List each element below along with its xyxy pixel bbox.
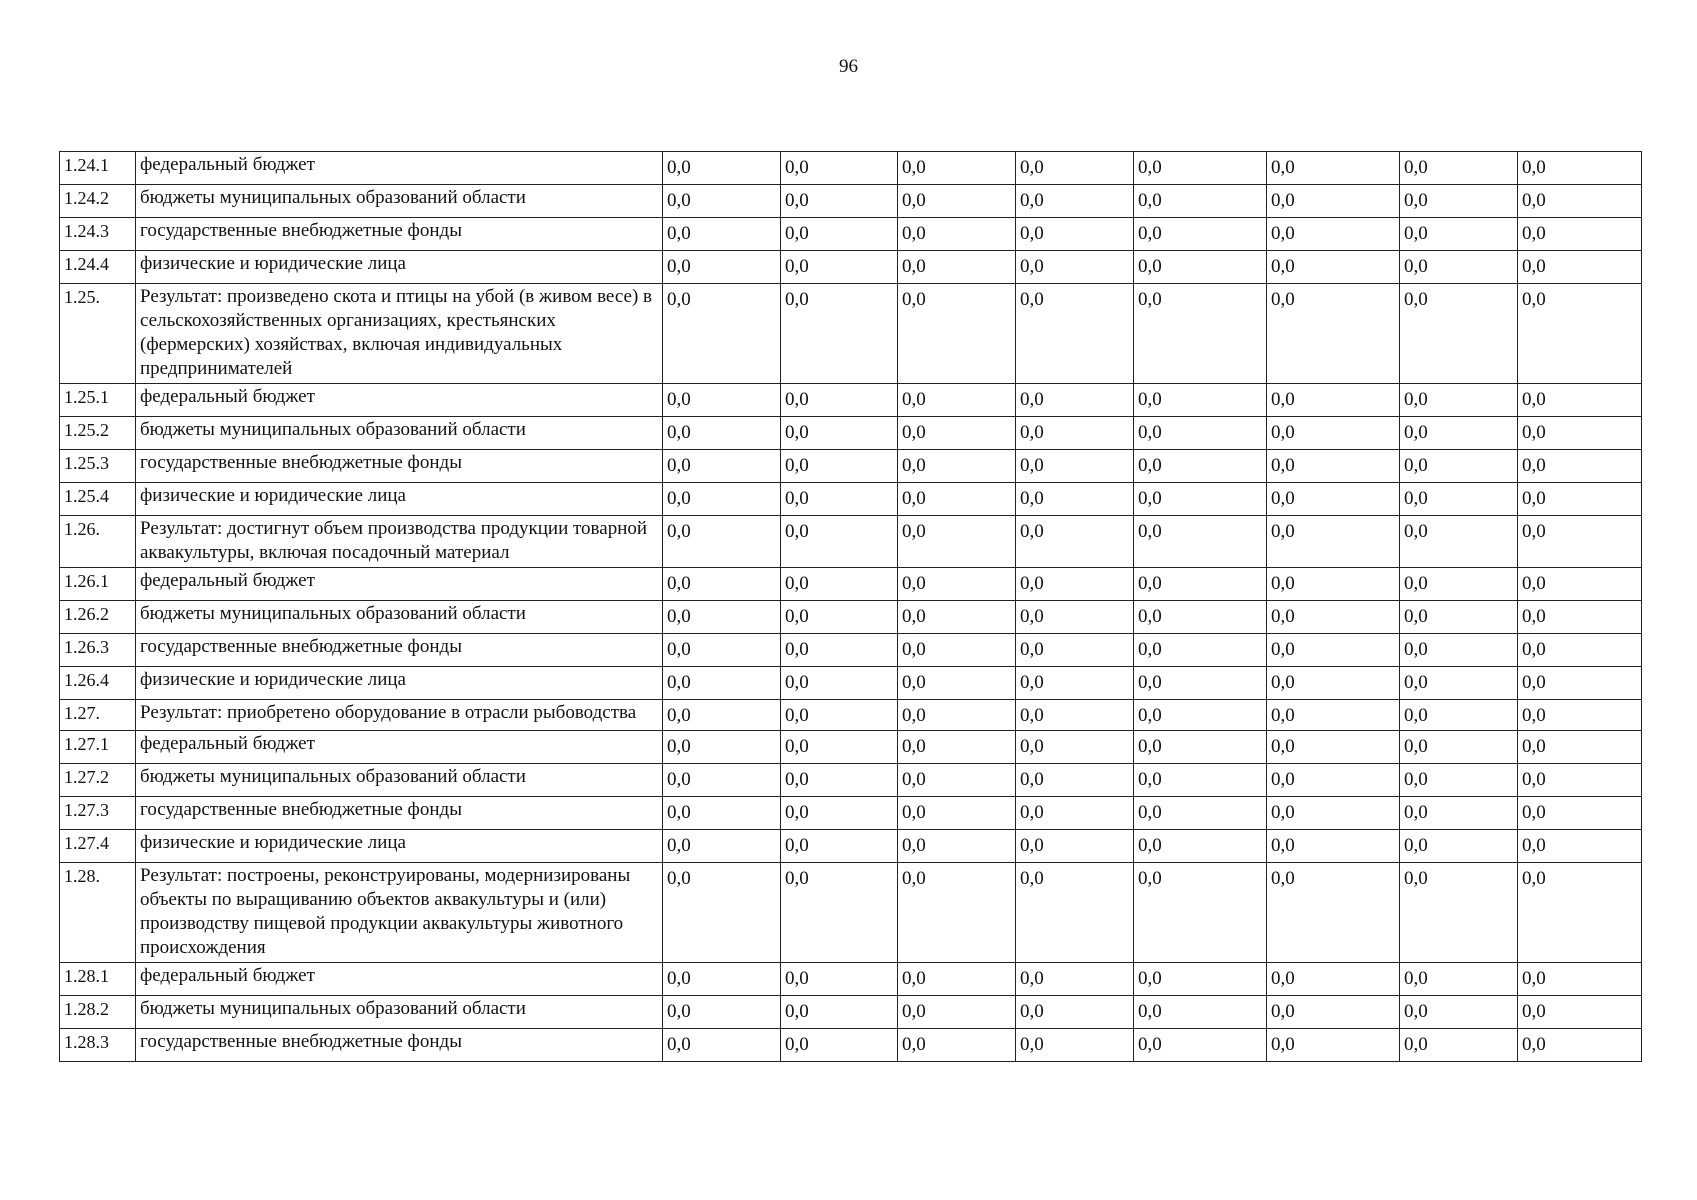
value-cell: 0,0 — [1400, 185, 1518, 218]
value-cell: 0,0 — [1134, 417, 1267, 450]
table-row — [60, 152, 1642, 185]
value-cell: 0,0 — [1400, 218, 1518, 251]
value-cell: 0,0 — [898, 601, 1016, 634]
table-row — [60, 731, 1642, 764]
row-label: Результат: приобретено оборудование в отрасли рыбоводства — [136, 700, 663, 731]
value-cell: 0,0 — [1518, 152, 1642, 185]
value-cell: 0,0 — [898, 764, 1016, 797]
value-cell: 0,0 — [1016, 218, 1134, 251]
value-cell: 0,0 — [1518, 185, 1642, 218]
table-row — [60, 450, 1642, 483]
value-cell: 0,0 — [1400, 601, 1518, 634]
value-cell: 0,0 — [663, 797, 781, 830]
value-cell: 0,0 — [1267, 634, 1400, 667]
value-cell: 0,0 — [781, 764, 898, 797]
row-label: государственные внебюджетные фонды — [136, 797, 663, 830]
value-cell: 0,0 — [1518, 568, 1642, 601]
value-cell: 0,0 — [781, 1029, 898, 1062]
table-row — [60, 830, 1642, 863]
value-cell: 0,0 — [898, 152, 1016, 185]
row-label: Результат: достигнут объем производства продукции товарной аквакультуры, включая посадочный материал — [136, 516, 663, 568]
value-cell: 0,0 — [1400, 284, 1518, 384]
value-cell: 0,0 — [1267, 1029, 1400, 1062]
value-cell: 0,0 — [663, 1029, 781, 1062]
value-cell: 0,0 — [898, 996, 1016, 1029]
value-cell: 0,0 — [898, 483, 1016, 516]
value-cell: 0,0 — [1518, 634, 1642, 667]
value-cell: 0,0 — [898, 1029, 1016, 1062]
value-cell: 0,0 — [1267, 797, 1400, 830]
table-row — [60, 863, 1642, 963]
value-cell: 0,0 — [1400, 251, 1518, 284]
value-cell: 0,0 — [663, 963, 781, 996]
value-cell: 0,0 — [663, 568, 781, 601]
value-cell: 0,0 — [1518, 450, 1642, 483]
value-cell: 0,0 — [1016, 185, 1134, 218]
row-code: 1.24.1 — [60, 152, 136, 185]
value-cell: 0,0 — [1267, 284, 1400, 384]
value-cell: 0,0 — [1134, 764, 1267, 797]
value-cell: 0,0 — [1016, 863, 1134, 963]
row-label: федеральный бюджет — [136, 568, 663, 601]
value-cell: 0,0 — [1134, 731, 1267, 764]
row-code: 1.26.2 — [60, 601, 136, 634]
table-row — [60, 667, 1642, 700]
page-number: 96 — [839, 56, 858, 77]
value-cell: 0,0 — [898, 667, 1016, 700]
table-row — [60, 797, 1642, 830]
value-cell: 0,0 — [1267, 996, 1400, 1029]
table-row — [60, 384, 1642, 417]
row-label: физические и юридические лица — [136, 251, 663, 284]
row-code: 1.25.1 — [60, 384, 136, 417]
value-cell: 0,0 — [1267, 483, 1400, 516]
value-cell: 0,0 — [663, 516, 781, 568]
value-cell: 0,0 — [781, 601, 898, 634]
value-cell: 0,0 — [1518, 700, 1642, 731]
value-cell: 0,0 — [1267, 450, 1400, 483]
value-cell: 0,0 — [663, 667, 781, 700]
value-cell: 0,0 — [781, 251, 898, 284]
value-cell: 0,0 — [1518, 764, 1642, 797]
value-cell: 0,0 — [1267, 667, 1400, 700]
value-cell: 0,0 — [1267, 251, 1400, 284]
table-row — [60, 1029, 1642, 1062]
value-cell: 0,0 — [1518, 830, 1642, 863]
value-cell: 0,0 — [1518, 218, 1642, 251]
value-cell: 0,0 — [1400, 417, 1518, 450]
value-cell: 0,0 — [1267, 384, 1400, 417]
value-cell: 0,0 — [1400, 568, 1518, 601]
value-cell: 0,0 — [1016, 450, 1134, 483]
table-row — [60, 963, 1642, 996]
value-cell: 0,0 — [898, 185, 1016, 218]
value-cell: 0,0 — [898, 634, 1016, 667]
value-cell: 0,0 — [663, 483, 781, 516]
value-cell: 0,0 — [1267, 516, 1400, 568]
value-cell: 0,0 — [1267, 601, 1400, 634]
value-cell: 0,0 — [1134, 568, 1267, 601]
value-cell: 0,0 — [1518, 251, 1642, 284]
value-cell: 0,0 — [1518, 483, 1642, 516]
value-cell: 0,0 — [663, 417, 781, 450]
value-cell: 0,0 — [1134, 218, 1267, 251]
row-code: 1.28.2 — [60, 996, 136, 1029]
row-label: государственные внебюджетные фонды — [136, 218, 663, 251]
value-cell: 0,0 — [1267, 152, 1400, 185]
value-cell: 0,0 — [1518, 797, 1642, 830]
row-code: 1.24.2 — [60, 185, 136, 218]
value-cell: 0,0 — [1267, 963, 1400, 996]
value-cell: 0,0 — [663, 764, 781, 797]
value-cell: 0,0 — [898, 417, 1016, 450]
value-cell: 0,0 — [781, 634, 898, 667]
value-cell: 0,0 — [781, 830, 898, 863]
value-cell: 0,0 — [898, 450, 1016, 483]
value-cell: 0,0 — [1016, 764, 1134, 797]
row-code: 1.26.3 — [60, 634, 136, 667]
value-cell: 0,0 — [663, 601, 781, 634]
value-cell: 0,0 — [1134, 601, 1267, 634]
value-cell: 0,0 — [781, 700, 898, 731]
value-cell: 0,0 — [1267, 764, 1400, 797]
value-cell: 0,0 — [1016, 996, 1134, 1029]
value-cell: 0,0 — [1400, 516, 1518, 568]
value-cell: 0,0 — [1016, 700, 1134, 731]
table-row — [60, 764, 1642, 797]
value-cell: 0,0 — [898, 384, 1016, 417]
row-code: 1.27. — [60, 700, 136, 731]
value-cell: 0,0 — [1267, 185, 1400, 218]
value-cell: 0,0 — [663, 731, 781, 764]
value-cell: 0,0 — [1134, 251, 1267, 284]
value-cell: 0,0 — [1267, 218, 1400, 251]
value-cell: 0,0 — [898, 830, 1016, 863]
value-cell: 0,0 — [1518, 667, 1642, 700]
table-row — [60, 218, 1642, 251]
value-cell: 0,0 — [1518, 384, 1642, 417]
row-code: 1.27.4 — [60, 830, 136, 863]
value-cell: 0,0 — [1134, 797, 1267, 830]
value-cell: 0,0 — [1400, 483, 1518, 516]
value-cell: 0,0 — [1267, 731, 1400, 764]
row-code: 1.28. — [60, 863, 136, 963]
value-cell: 0,0 — [663, 863, 781, 963]
table-row — [60, 996, 1642, 1029]
row-label: государственные внебюджетные фонды — [136, 634, 663, 667]
row-code: 1.25. — [60, 284, 136, 384]
table-row — [60, 185, 1642, 218]
value-cell: 0,0 — [663, 185, 781, 218]
value-cell: 0,0 — [1267, 863, 1400, 963]
row-label: федеральный бюджет — [136, 963, 663, 996]
row-label: бюджеты муниципальных образований области — [136, 996, 663, 1029]
table-row — [60, 516, 1642, 568]
value-cell: 0,0 — [1134, 384, 1267, 417]
value-cell: 0,0 — [1134, 516, 1267, 568]
row-code: 1.24.4 — [60, 251, 136, 284]
value-cell: 0,0 — [1518, 601, 1642, 634]
value-cell: 0,0 — [1016, 483, 1134, 516]
value-cell: 0,0 — [663, 251, 781, 284]
value-cell: 0,0 — [663, 996, 781, 1029]
value-cell: 0,0 — [1400, 764, 1518, 797]
row-label: бюджеты муниципальных образований области — [136, 417, 663, 450]
value-cell: 0,0 — [1400, 384, 1518, 417]
value-cell: 0,0 — [1016, 797, 1134, 830]
value-cell: 0,0 — [898, 516, 1016, 568]
value-cell: 0,0 — [1016, 251, 1134, 284]
value-cell: 0,0 — [1400, 667, 1518, 700]
table-body — [60, 152, 1642, 1062]
row-code: 1.25.2 — [60, 417, 136, 450]
row-code: 1.24.3 — [60, 218, 136, 251]
value-cell: 0,0 — [1400, 963, 1518, 996]
value-cell: 0,0 — [781, 417, 898, 450]
row-label: федеральный бюджет — [136, 152, 663, 185]
value-cell: 0,0 — [1134, 284, 1267, 384]
value-cell: 0,0 — [781, 568, 898, 601]
row-label: государственные внебюджетные фонды — [136, 1029, 663, 1062]
value-cell: 0,0 — [1518, 1029, 1642, 1062]
value-cell: 0,0 — [1518, 284, 1642, 384]
value-cell: 0,0 — [1134, 483, 1267, 516]
value-cell: 0,0 — [1518, 863, 1642, 963]
value-cell: 0,0 — [898, 963, 1016, 996]
value-cell: 0,0 — [781, 731, 898, 764]
value-cell: 0,0 — [1400, 797, 1518, 830]
value-cell: 0,0 — [781, 152, 898, 185]
value-cell: 0,0 — [1267, 568, 1400, 601]
value-cell: 0,0 — [1016, 601, 1134, 634]
value-cell: 0,0 — [663, 218, 781, 251]
value-cell: 0,0 — [781, 996, 898, 1029]
value-cell: 0,0 — [781, 483, 898, 516]
value-cell: 0,0 — [1518, 731, 1642, 764]
value-cell: 0,0 — [1134, 634, 1267, 667]
table-row — [60, 601, 1642, 634]
value-cell: 0,0 — [1016, 667, 1134, 700]
row-label: Результат: произведено скота и птицы на убой (в живом весе) в сельскохозяйственных организациях, крестьянских (фермерских) хозяйствах, включая индивидуальных предпринимателей — [136, 284, 663, 384]
table-row — [60, 417, 1642, 450]
value-cell: 0,0 — [1134, 963, 1267, 996]
table-row — [60, 284, 1642, 384]
value-cell: 0,0 — [1518, 417, 1642, 450]
table-row — [60, 568, 1642, 601]
value-cell: 0,0 — [898, 284, 1016, 384]
row-label: государственные внебюджетные фонды — [136, 450, 663, 483]
value-cell: 0,0 — [1134, 667, 1267, 700]
row-code: 1.26.4 — [60, 667, 136, 700]
value-cell: 0,0 — [1016, 963, 1134, 996]
value-cell: 0,0 — [898, 797, 1016, 830]
row-code: 1.27.3 — [60, 797, 136, 830]
value-cell: 0,0 — [1016, 830, 1134, 863]
value-cell: 0,0 — [1400, 731, 1518, 764]
value-cell: 0,0 — [781, 384, 898, 417]
value-cell: 0,0 — [1400, 996, 1518, 1029]
row-code: 1.26. — [60, 516, 136, 568]
value-cell: 0,0 — [1016, 384, 1134, 417]
value-cell: 0,0 — [1267, 417, 1400, 450]
value-cell: 0,0 — [1267, 700, 1400, 731]
value-cell: 0,0 — [1518, 963, 1642, 996]
row-code: 1.28.3 — [60, 1029, 136, 1062]
funding-table — [59, 151, 1642, 1062]
value-cell: 0,0 — [1016, 634, 1134, 667]
table-row — [60, 251, 1642, 284]
value-cell: 0,0 — [663, 450, 781, 483]
value-cell: 0,0 — [1134, 152, 1267, 185]
value-cell: 0,0 — [1134, 1029, 1267, 1062]
row-label: Результат: построены, реконструированы, модернизированы объекты по выращиванию объектов аквакультуры и (или) производству пищевой продукции аквакультуры животного происхождения — [136, 863, 663, 963]
value-cell: 0,0 — [1400, 830, 1518, 863]
value-cell: 0,0 — [1134, 996, 1267, 1029]
value-cell: 0,0 — [663, 700, 781, 731]
value-cell: 0,0 — [781, 863, 898, 963]
row-label: бюджеты муниципальных образований области — [136, 601, 663, 634]
value-cell: 0,0 — [1134, 450, 1267, 483]
table-row — [60, 634, 1642, 667]
value-cell: 0,0 — [1518, 996, 1642, 1029]
row-code: 1.27.1 — [60, 731, 136, 764]
row-label: физические и юридические лица — [136, 667, 663, 700]
row-code: 1.25.4 — [60, 483, 136, 516]
value-cell: 0,0 — [781, 797, 898, 830]
value-cell: 0,0 — [1016, 152, 1134, 185]
value-cell: 0,0 — [663, 830, 781, 863]
value-cell: 0,0 — [898, 700, 1016, 731]
value-cell: 0,0 — [1400, 152, 1518, 185]
value-cell: 0,0 — [781, 218, 898, 251]
value-cell: 0,0 — [781, 284, 898, 384]
row-label: физические и юридические лица — [136, 830, 663, 863]
row-label: федеральный бюджет — [136, 731, 663, 764]
value-cell: 0,0 — [898, 863, 1016, 963]
value-cell: 0,0 — [1016, 417, 1134, 450]
value-cell: 0,0 — [1400, 1029, 1518, 1062]
value-cell: 0,0 — [1016, 284, 1134, 384]
value-cell: 0,0 — [1016, 568, 1134, 601]
value-cell: 0,0 — [1518, 516, 1642, 568]
value-cell: 0,0 — [663, 284, 781, 384]
row-label: бюджеты муниципальных образований области — [136, 185, 663, 218]
value-cell: 0,0 — [781, 516, 898, 568]
value-cell: 0,0 — [898, 731, 1016, 764]
value-cell: 0,0 — [1400, 634, 1518, 667]
value-cell: 0,0 — [1134, 700, 1267, 731]
value-cell: 0,0 — [898, 218, 1016, 251]
value-cell: 0,0 — [663, 634, 781, 667]
table-row — [60, 700, 1642, 731]
value-cell: 0,0 — [781, 450, 898, 483]
row-label: бюджеты муниципальных образований области — [136, 764, 663, 797]
value-cell: 0,0 — [781, 667, 898, 700]
value-cell: 0,0 — [1400, 450, 1518, 483]
value-cell: 0,0 — [781, 963, 898, 996]
row-code: 1.27.2 — [60, 764, 136, 797]
value-cell: 0,0 — [1400, 700, 1518, 731]
value-cell: 0,0 — [1134, 830, 1267, 863]
row-label: физические и юридические лица — [136, 483, 663, 516]
value-cell: 0,0 — [1134, 863, 1267, 963]
row-code: 1.28.1 — [60, 963, 136, 996]
value-cell: 0,0 — [1134, 185, 1267, 218]
value-cell: 0,0 — [898, 568, 1016, 601]
value-cell: 0,0 — [1016, 1029, 1134, 1062]
row-code: 1.25.3 — [60, 450, 136, 483]
value-cell: 0,0 — [1016, 731, 1134, 764]
value-cell: 0,0 — [898, 251, 1016, 284]
value-cell: 0,0 — [663, 152, 781, 185]
row-code: 1.26.1 — [60, 568, 136, 601]
value-cell: 0,0 — [1400, 863, 1518, 963]
table-row — [60, 483, 1642, 516]
value-cell: 0,0 — [663, 384, 781, 417]
value-cell: 0,0 — [781, 185, 898, 218]
value-cell: 0,0 — [1016, 516, 1134, 568]
value-cell: 0,0 — [1267, 830, 1400, 863]
row-label: федеральный бюджет — [136, 384, 663, 417]
